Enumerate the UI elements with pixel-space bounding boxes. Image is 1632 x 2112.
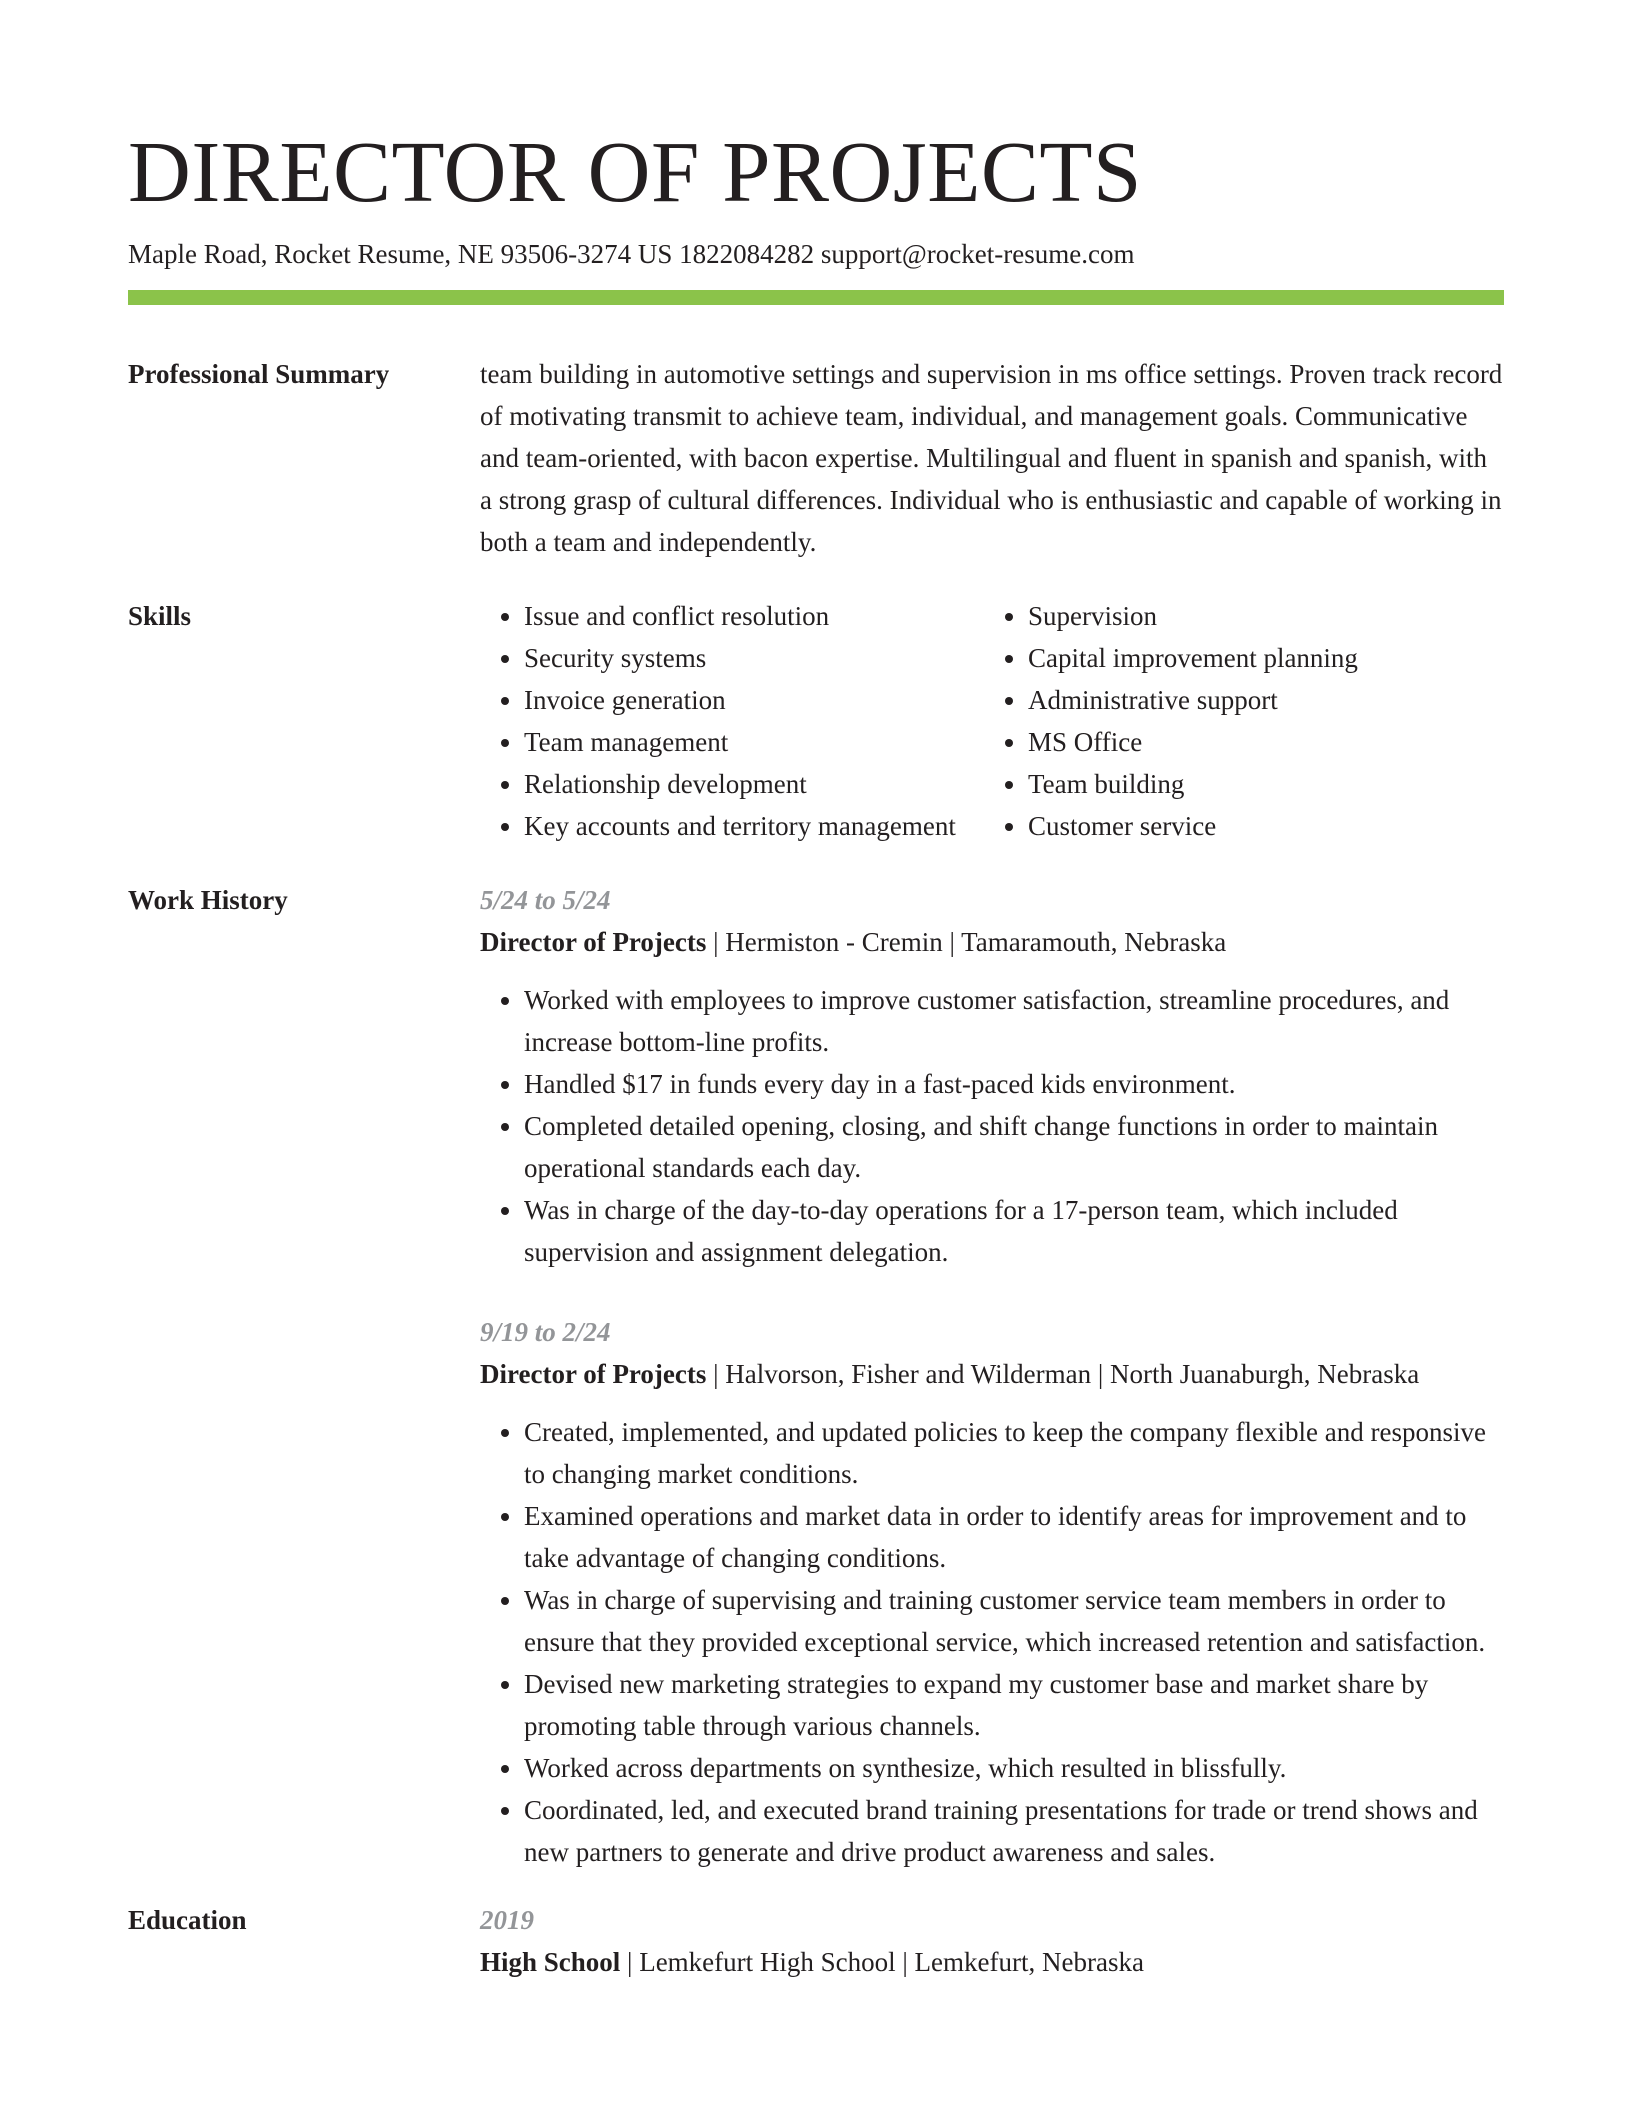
skill-item: • Capital improvement planning bbox=[1028, 637, 1504, 679]
contact-line: Maple Road, Rocket Resume, NE 93506-3274 US 1822084282 support@rocket-resume.com bbox=[128, 239, 1135, 269]
job-dates: 5/24 to 5/24 bbox=[480, 885, 611, 915]
job-bullet: • Created, implemented, and updated policies to keep the company flexible and responsive to changing market conditions. bbox=[524, 1411, 1504, 1495]
job-bullet: • Examined operations and market data in order to identify areas for improvement and to take advantage of changing conditions. bbox=[524, 1495, 1504, 1579]
job-details: | Halvorson, Fisher and Wilderman | North Juanaburgh, Nebraska bbox=[706, 1359, 1420, 1389]
job-bullet: • Devised new marketing strategies to expand my customer base and market share by promoting table through various channels. bbox=[524, 1663, 1504, 1747]
job-title-line bbox=[480, 1353, 1504, 1395]
job-title-line bbox=[480, 921, 1504, 963]
education-degree: High School bbox=[480, 1947, 621, 1977]
job-bullets bbox=[480, 979, 1504, 1273]
skill-item: • Issue and conflict resolution bbox=[524, 595, 984, 637]
resume-title: DIRECTOR OF PROJECTS bbox=[128, 123, 1142, 220]
job-bullet: • Worked across departments on synthesize, which resulted in blissfully. bbox=[524, 1747, 1504, 1789]
job-dates: 9/19 to 2/24 bbox=[480, 1317, 611, 1347]
education-body bbox=[480, 1899, 1504, 1983]
skill-item: • Team building bbox=[1028, 763, 1504, 805]
job-entry bbox=[480, 1311, 1504, 1873]
skill-item: • Relationship development bbox=[524, 763, 984, 805]
education-year: 2019 bbox=[480, 1905, 534, 1935]
education-label: Education bbox=[128, 1905, 247, 1935]
header-divider bbox=[128, 290, 1504, 305]
skills-list-right bbox=[984, 595, 1504, 847]
summary-text: team building in automotive settings and supervision in ms office settings. Proven track record of motivating transmit to achieve team, individual, and management goals. Communicative and team-oriented, with bacon expertise. Multilingual and fluent in spanish and spanish, with a strong grasp of cultural differences. Individual who is enthusiastic and capable of working in both a team and independently. bbox=[480, 359, 1503, 557]
work-history-section bbox=[128, 879, 1504, 1873]
job-bullets bbox=[480, 1411, 1504, 1873]
skill-item: • Security systems bbox=[524, 637, 984, 679]
job-details: | Hermiston - Cremin | Tamaramouth, Nebraska bbox=[706, 927, 1227, 957]
education-details: | Lemkefurt High School | Lemkefurt, Nebraska bbox=[620, 1947, 1144, 1977]
skills-body bbox=[480, 595, 1504, 847]
skills-label: Skills bbox=[128, 601, 192, 631]
job-bullet: • Was in charge of the day-to-day operations for a 17-person team, which included supervision and assignment delegation. bbox=[524, 1189, 1504, 1273]
education-line bbox=[480, 1941, 1504, 1983]
summary-body bbox=[480, 353, 1504, 563]
skill-item: • Key accounts and territory management bbox=[524, 805, 984, 847]
skill-item: • Customer service bbox=[1028, 805, 1504, 847]
skills-section bbox=[128, 595, 1504, 847]
skills-list-left bbox=[480, 595, 984, 847]
skills-grid bbox=[480, 595, 1504, 847]
skill-item: • MS Office bbox=[1028, 721, 1504, 763]
skill-item: • Supervision bbox=[1028, 595, 1504, 637]
job-role: Director of Projects bbox=[480, 1359, 707, 1389]
job-bullet: • Coordinated, led, and executed brand training presentations for trade or trend shows and new partners to generate and drive product awareness and sales. bbox=[524, 1789, 1504, 1873]
work-history-body bbox=[480, 879, 1504, 1873]
summary-label: Professional Summary bbox=[128, 359, 390, 389]
skill-item: • Invoice generation bbox=[524, 679, 984, 721]
education-section bbox=[128, 1899, 1504, 1983]
job-bullet: • Was in charge of supervising and training customer service team members in order to ensure that they provided exceptional service, which increased retention and satisfaction. bbox=[524, 1579, 1504, 1663]
job-bullet: • Handled $17 in funds every day in a fast-paced kids environment. bbox=[524, 1063, 1504, 1105]
job-entry bbox=[480, 879, 1504, 1273]
skill-item: • Team management bbox=[524, 721, 984, 763]
job-bullet: • Completed detailed opening, closing, and shift change functions in order to maintain operational standards each day. bbox=[524, 1105, 1504, 1189]
job-bullet: • Worked with employees to improve customer satisfaction, streamline procedures, and increase bottom-line profits. bbox=[524, 979, 1504, 1063]
skill-item: • Administrative support bbox=[1028, 679, 1504, 721]
summary-section bbox=[128, 353, 1504, 563]
work-history-label: Work History bbox=[128, 885, 288, 915]
job-role: Director of Projects bbox=[480, 927, 707, 957]
